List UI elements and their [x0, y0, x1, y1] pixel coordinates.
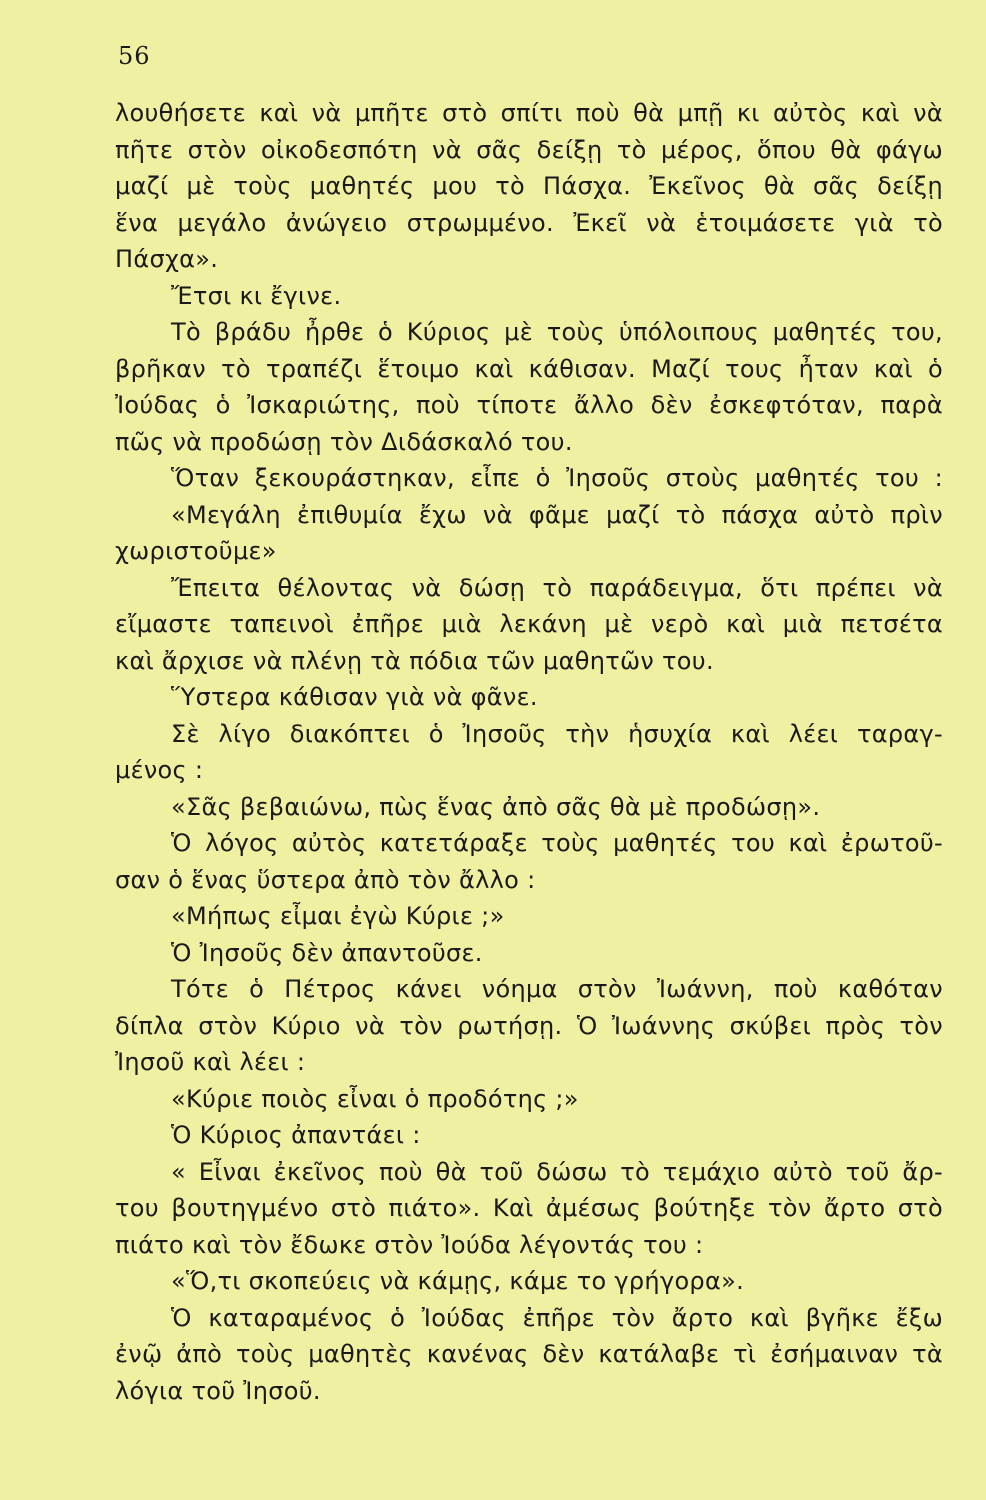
- text-line: χωριστοῦμε»: [115, 537, 277, 565]
- text-line: του βουτηγμένο στὸ πιάτο». Καὶ ἀμέσως βούτηξε τὸν ἄρτο στὸ: [115, 1194, 943, 1222]
- text-line: πῶς νὰ προδώσῃ τὸν Διδάσκαλό του.: [115, 427, 573, 456]
- text-line: Σὲ λίγο διακόπτει ὁ Ἰησοῦς τὴν ἡσυχία καὶ λέει ταραγ-: [171, 719, 943, 748]
- text-line: «Ὅ,τι σκοπεύεις νὰ κάμῃς, κάμε το γρήγορα».: [171, 1267, 744, 1295]
- text-line: λόγια τοῦ Ἰησοῦ.: [115, 1376, 321, 1405]
- text-line: Τὸ βράδυ ἦρθε ὁ Κύριος μὲ τοὺς ὑπόλοιπους μαθητές του,: [171, 318, 943, 346]
- text-line: Ὕστερα κάθισαν γιὰ νὰ φᾶνε.: [171, 683, 538, 711]
- text-line: «Κύριε ποιὸς εἶναι ὁ προδότης ;»: [171, 1084, 579, 1113]
- text-line: «Μήπως εἶμαι ἐγὼ Κύριε ;»: [171, 902, 505, 930]
- text-line: Ὅταν ξεκουράστηκαν, εἶπε ὁ Ἰησοῦς στοὺς μαθητές του :: [171, 464, 943, 492]
- text-line: πιάτο καὶ τὸν ἔδωκε στὸν Ἰούδα λέγοντάς του :: [115, 1230, 704, 1259]
- text-line: « Εἶναι ἐκεῖνος ποὺ θὰ τοῦ δώσω τὸ τεμάχιο αὐτὸ τοῦ ἄρ-: [171, 1157, 943, 1186]
- text-line: Ἰησοῦ καὶ λέει :: [115, 1048, 306, 1076]
- text-line: μαζί μὲ τοὺς μαθητές μου τὸ Πάσχα. Ἐκεῖνος θὰ σᾶς δείξῃ: [115, 172, 943, 200]
- text-line: Ὁ Ἰησοῦς δὲν ἀπαντοῦσε.: [171, 938, 483, 967]
- text-line: δίπλα στὸν Κύριο νὰ τὸν ρωτήσῃ. Ὁ Ἰωάννης σκύβει πρὸς τὸν: [115, 1011, 943, 1040]
- text-line: καὶ ἄρχισε νὰ πλένῃ τὰ πόδια τῶν μαθητῶν του.: [115, 646, 714, 675]
- text-line: «Σᾶς βεβαιώνω, πὼς ἕνας ἀπὸ σᾶς θὰ μὲ προδώσῃ».: [171, 792, 821, 821]
- body-text: [115, 95, 943, 1409]
- text-line: «Μεγάλη ἐπιθυμία ἔχω νὰ φᾶμε μαζί τὸ πάσχα αὐτὸ πρὶν: [171, 500, 943, 529]
- text-line: Πάσχα».: [115, 245, 219, 273]
- text-line: Ὁ λόγος αὐτὸς κατετάραξε τοὺς μαθητές του καὶ ἐρωτοῦ-: [171, 829, 943, 857]
- text-line: Ὁ Κύριος ἀπαντάει :: [171, 1121, 421, 1149]
- text-line: βρῆκαν τὸ τραπέζι ἕτοιμο καὶ κάθισαν. Μαζί τους ἦταν καὶ ὁ: [115, 354, 943, 383]
- page-number: 56: [118, 42, 151, 70]
- text-line: εἴμαστε ταπεινοὶ ἐπῆρε μιὰ λεκάνη μὲ νερὸ καὶ μιὰ πετσέτα: [115, 610, 943, 638]
- text-line: Ἔτσι κι ἔγινε.: [171, 281, 342, 310]
- text-line: πῆτε στὸν οἰκοδεσπότη νὰ σᾶς δείξῃ τὸ μέρος, ὅπου θὰ φάγω: [115, 135, 943, 164]
- text-line: σαν ὁ ἕνας ὕστερα ἀπὸ τὸν ἄλλο :: [115, 865, 536, 894]
- text-line: Ἔπειτα θέλοντας νὰ δώσῃ τὸ παράδειγμα, ὅτι πρέπει νὰ: [171, 573, 943, 602]
- text-line: Ἰούδας ὁ Ἰσκαριώτης, ποὺ τίποτε ἄλλο δὲν ἐσκεφτόταν, παρὰ: [115, 391, 943, 419]
- text-line: ἕνα μεγάλο ἀνώγειο στρωμμένο. Ἐκεῖ νὰ ἑτοιμάσετε γιὰ τὸ: [115, 208, 943, 237]
- text-line: ἐνῷ ἀπὸ τοὺς μαθητὲς κανένας δὲν κατάλαβε τὶ ἐσήμαιναν τὰ: [115, 1340, 943, 1368]
- text-line: Τότε ὁ Πέτρος κάνει νόημα στὸν Ἰωάννη, ποὺ καθόταν: [171, 975, 943, 1003]
- text-line: λουθήσετε καὶ νὰ μπῆτε στὸ σπίτι ποὺ θὰ μπῇ κι αὐτὸς καὶ νὰ: [115, 99, 943, 127]
- text-line: μένος :: [115, 756, 204, 784]
- text-line: Ὁ καταραμένος ὁ Ἰούδας ἐπῆρε τὸν ἄρτο καὶ βγῆκε ἔξω: [171, 1303, 943, 1332]
